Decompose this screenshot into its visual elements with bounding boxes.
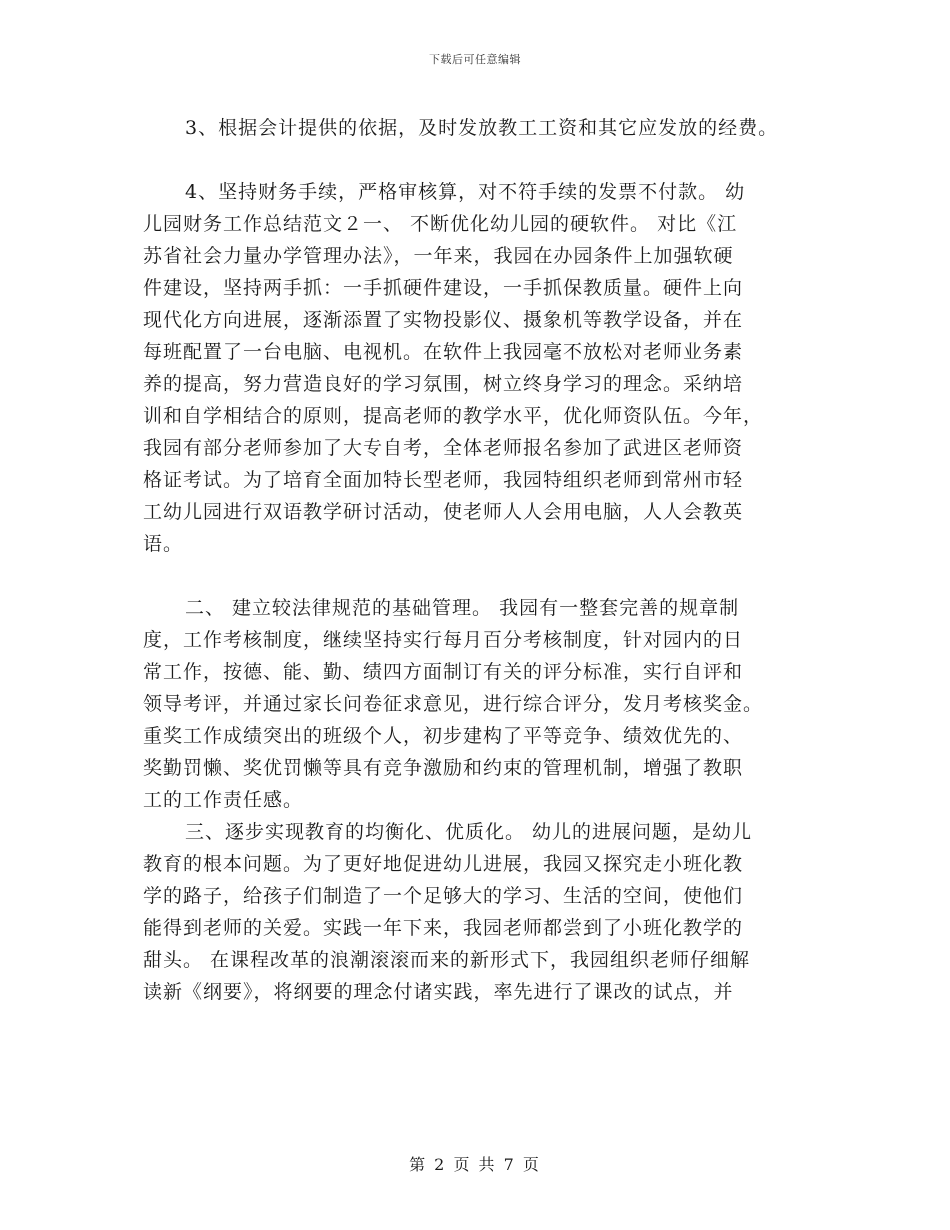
text-line: 度，工作考核制度，继续坚持实行每月百分考核制度，针对园内的日 xyxy=(143,629,744,651)
text-line: 件建设，坚持两手抓：一手抓硬件建设，一手抓保教质量。硬件上向 xyxy=(143,277,744,299)
text-line: 语。 xyxy=(143,533,184,555)
text-line: 能得到老师的关爱。实践一年下来，我园老师都尝到了小班化教学的 xyxy=(143,917,744,939)
text-line: 工的工作责任感。 xyxy=(143,789,304,811)
text-line: 教育的根本问题。为了更好地促进幼儿进展，我园又探究走小班化教 xyxy=(143,853,744,875)
text-line: 格证考试。为了培育全面加特长型老师，我园特组织老师到常州市轻 xyxy=(143,469,744,491)
page-header: 下载后可任意编辑 xyxy=(429,53,521,66)
text-line: 训和自学相结合的原则，提高老师的教学水平，优化师资队伍。今年， xyxy=(143,405,764,427)
text-line: 重奖工作成绩突出的班级个人，初步建构了平等竞争、绩效优先的、 xyxy=(143,725,744,747)
text-line: 儿园财务工作总结范文２一、 不断优化幼儿园的硬软件。 对比《江 xyxy=(143,213,738,235)
text-line: 每班配置了一台电脑、电视机。在软件上我园毫不放松对老师业务素 xyxy=(143,341,744,363)
text-line: 读新《纲要》，将纲要的理念付诸实践，率先进行了课改的试点，并 xyxy=(143,981,734,1003)
page-footer: 第 2 页 共 7 页 xyxy=(409,1155,541,1174)
text-line: 4、坚持财务手续，严格审核算，对不符手续的发票不付款。 幼 xyxy=(185,181,746,203)
text-line: 3、根据会计提供的依据，及时发放教工工资和其它应发放的经费。 xyxy=(185,117,779,139)
text-line: 领导考评，并通过家长问卷征求意见，进行综合评分，发月考核奖金。 xyxy=(143,693,764,715)
text-line: 学的路子，给孩子们制造了一个足够大的学习、生活的空间，使他们 xyxy=(143,885,744,907)
text-line: 二、 建立较法律规范的基础管理。 我园有一整套完善的规章制 xyxy=(185,597,740,619)
text-line: 现代化方向进展，逐渐添置了实物投影仪、摄象机等教学设备，并在 xyxy=(143,309,744,331)
text-line: 甜头。 在课程改革的浪潮滚滚而来的新形式下，我园组织老师仔细解 xyxy=(143,949,751,971)
text-line: 工幼儿园进行双语教学研讨活动，使老师人人会用电脑，人人会教英 xyxy=(143,501,744,523)
text-line: 我园有部分老师参加了大专自考，全体老师报名参加了武进区老师资 xyxy=(143,437,744,459)
text-line: 苏省社会力量办学管理办法》，一年来，我园在办园条件上加强软硬 xyxy=(143,245,734,267)
text-line: 养的提高，努力营造良好的学习氛围，树立终身学习的理念。采纳培 xyxy=(143,373,744,395)
text-line: 奖勤罚懒、奖优罚懒等具有竞争激励和约束的管理机制，增强了教职 xyxy=(143,757,744,779)
text-line: 常工作，按德、能、勤、绩四方面制订有关的评分标准，实行自评和 xyxy=(143,661,744,683)
text-line: 三、逐步实现教育的均衡化、优质化。 幼儿的进展问题，是幼儿 xyxy=(185,821,753,843)
